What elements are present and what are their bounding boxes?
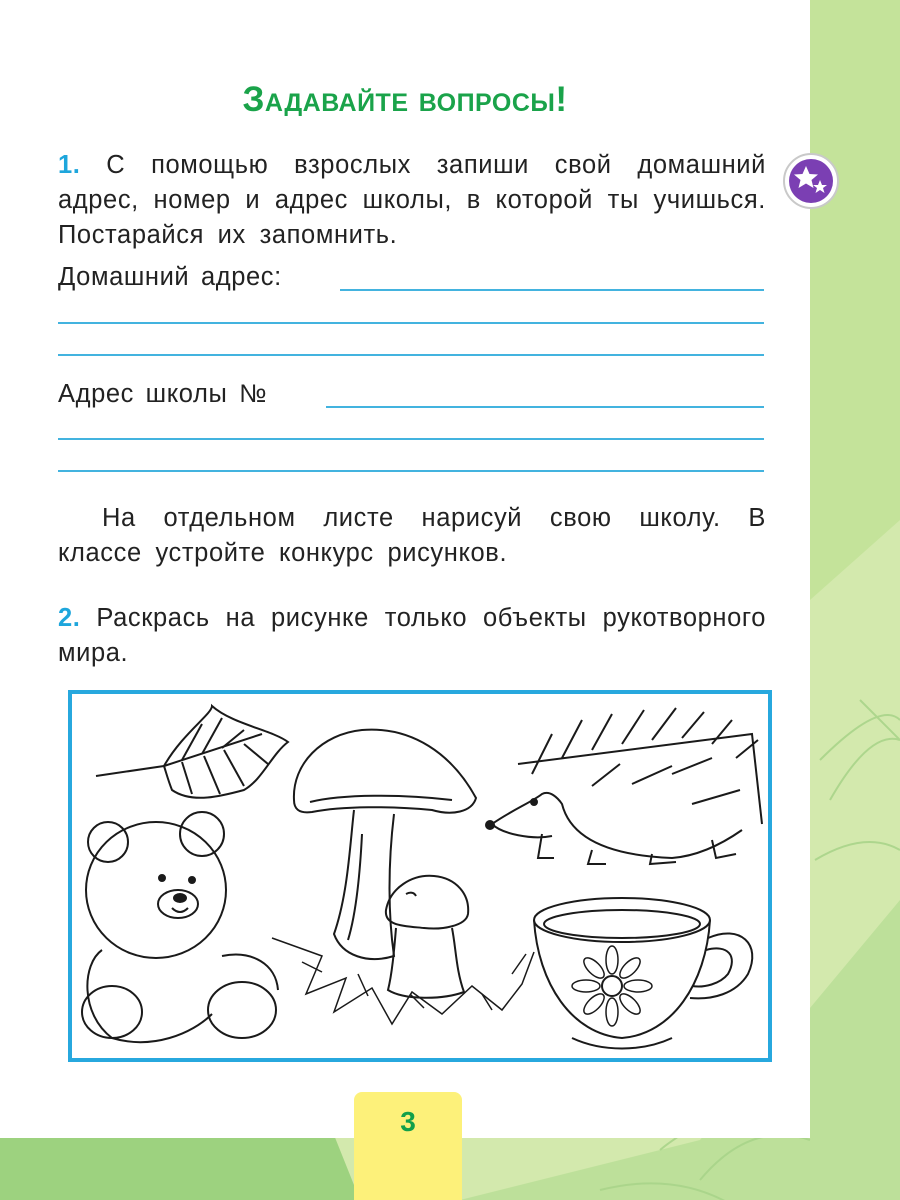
task2-text	[58, 601, 766, 671]
stars-badge-icon	[782, 152, 840, 210]
drawing-note: На отдельном листе нарисуй свою школу. В классе устройте конкурс рисунков.	[58, 504, 766, 567]
page-number-tab	[354, 1092, 462, 1200]
coloring-picture-frame	[68, 690, 772, 1062]
small-mushroom-icon[interactable]	[386, 876, 468, 998]
home-address-line-3[interactable]	[58, 354, 764, 356]
hedgehog-icon[interactable]	[486, 708, 762, 864]
grass-icon[interactable]	[272, 938, 534, 1024]
task1-instruction: С помощью взрослых запиши свой домашний адрес, номер и адрес школы, в которой ты учишься. Постарайся их запомнить.	[58, 151, 766, 249]
page-number: 3	[400, 1106, 416, 1137]
task2-number: 2.	[58, 604, 81, 632]
birch-leaf-icon[interactable]	[96, 706, 288, 798]
task2-instruction: Раскрась на рисунке только объекты рукотворного мира.	[58, 604, 767, 667]
task1-text	[58, 148, 766, 253]
page-title: Задавайте вопросы!	[242, 80, 568, 119]
school-address-line-1[interactable]	[326, 406, 764, 408]
teddy-bear-icon[interactable]	[82, 812, 278, 1042]
school-address-line-3[interactable]	[58, 470, 764, 472]
task1-number: 1.	[58, 151, 81, 179]
home-address-label: Домашний адрес:	[58, 263, 282, 291]
home-address-line-1[interactable]	[340, 289, 764, 291]
mushroom-icon[interactable]	[294, 730, 476, 959]
school-address-line-2[interactable]	[58, 438, 764, 440]
teacup-icon[interactable]	[534, 898, 752, 1049]
home-address-line-2[interactable]	[58, 322, 764, 324]
school-address-label: Адрес школы №	[58, 380, 268, 408]
